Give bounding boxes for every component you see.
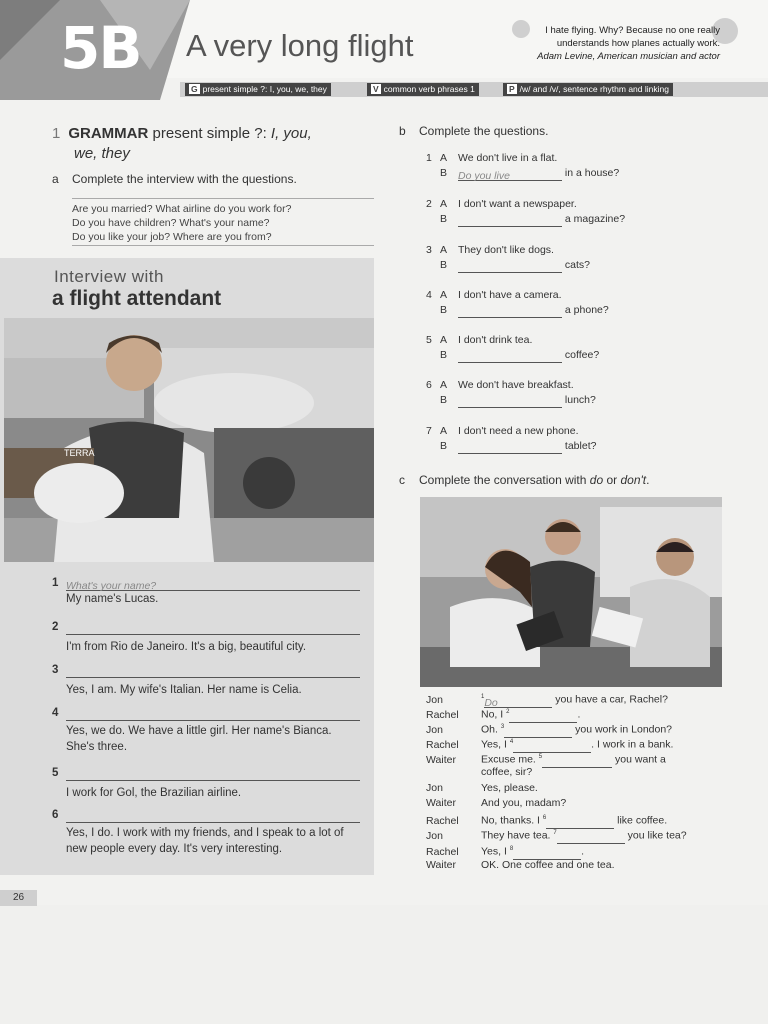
quote-line: understands how planes actually work. <box>556 38 720 49</box>
conversation-line-1: Jon $^1$Do you have a car, Rachel? <box>426 693 668 709</box>
instruction-c: c Complete the conversation with do or don't. <box>399 473 650 487</box>
question-item-6: 6 A We don't have breakfast. B lunch? <box>426 379 596 406</box>
answer-line[interactable] <box>66 665 360 678</box>
answer-blank[interactable] <box>458 442 562 454</box>
answer-line[interactable]: What's your name? <box>66 578 360 591</box>
svg-text:TERRA: TERRA <box>64 448 95 458</box>
conversation-line-4: Rachel Yes, I $^4$ . I work in a bank. <box>426 738 674 751</box>
answer-line[interactable] <box>66 622 360 635</box>
answer-blank[interactable]: Do <box>484 696 552 708</box>
conversation-line-5: Waiter Excuse me. $^5$ you want a <box>426 753 666 766</box>
flight-attendant-photo <box>4 318 374 562</box>
quote-line: I hate flying. Why? Because no one really <box>545 25 720 36</box>
answer-item-3: 3 Yes, I am. My wife's Italian. Her name is Celia. <box>52 662 362 698</box>
tag-grammar: G present simple ?: I, you, we, they <box>185 83 331 96</box>
answer-blank[interactable] <box>458 261 562 273</box>
answer-item-5: 5 I work for Gol, the Brazilian airline. <box>52 765 362 801</box>
answer-line[interactable] <box>66 810 360 823</box>
conversation-line-12: Waiter OK. One coffee and one tea. <box>426 859 615 871</box>
conversation-line-6: coffee, sir? <box>481 766 533 778</box>
conversation-line-11: Rachel Yes, I $^8$ . <box>426 845 585 858</box>
page-number: 26 <box>0 890 37 906</box>
answer-item-2: 2 I'm from Rio de Janeiro. It's a big, beautiful city. <box>52 619 362 655</box>
answer-line[interactable] <box>66 708 360 721</box>
conversation-line-9: Rachel No, thanks. I $^6$ like coffee. <box>426 814 668 827</box>
quote <box>460 24 720 63</box>
interview-subtitle: a flight attendant <box>52 287 222 310</box>
conversation-line-10: Jon They have tea. $^7$ you like tea? <box>426 829 687 842</box>
tag-pronunciation: P /w/ and /v/, sentence rhythm and linking <box>503 83 673 96</box>
page-bottom-margin <box>0 905 768 1024</box>
question-item-7: 7 A I don't need a new phone. B tablet? <box>426 425 597 452</box>
answer-blank[interactable] <box>458 306 562 318</box>
page-title: A very long flight <box>186 28 414 63</box>
instruction-b: b Complete the questions. <box>399 124 549 138</box>
instruction-a: a Complete the interview with the questions. <box>52 172 297 186</box>
section-heading: 1 GRAMMAR present simple ?: I, you, we, they <box>52 125 312 162</box>
answer-blank[interactable] <box>458 215 562 227</box>
conversation-line-8: Waiter And you, madam? <box>426 797 567 809</box>
answer-item-6: 6 Yes, I do. I work with my friends, and I speak to a lot of new people every day. It's very interesting. <box>52 807 362 857</box>
conversation-line-2: Rachel No, I $^2$ . <box>426 708 581 721</box>
answer-item-1: 1 What's your name? My name's Lucas. <box>52 575 362 607</box>
conversation-line-7: Jon Yes, please. <box>426 782 538 794</box>
question-bank: Are you married? What airline do you work for? Do you have children? What's your name? Do you like your job? Where are you from? <box>72 198 374 246</box>
answer-blank[interactable] <box>458 396 562 408</box>
answer-item-4: 4 Yes, we do. We have a little girl. Her name's Bianca. She's three. <box>52 705 362 755</box>
answer-line[interactable] <box>66 768 360 781</box>
answer-blank[interactable]: Do you live <box>458 169 562 181</box>
unit-number: 5B <box>60 14 141 82</box>
cafe-photo <box>420 497 722 687</box>
question-item-1: 1 A We don't live in a flat. B Do you live in a house? <box>426 152 620 182</box>
question-item-5: 5 A I don't drink tea. B coffee? <box>426 334 600 361</box>
answer-blank[interactable] <box>458 351 562 363</box>
question-item-3: 3 A They don't like dogs. B cats? <box>426 244 591 271</box>
question-item-2: 2 A I don't want a newspaper. B a magazine? <box>426 198 626 225</box>
tag-vocabulary: V common verb phrases 1 <box>367 83 479 96</box>
answer-blank[interactable] <box>542 756 612 768</box>
interview-title: Interview with <box>54 267 164 286</box>
quote-source: Adam Levine, American musician and actor <box>537 51 720 62</box>
question-item-4: 4 A I don't have a camera. B a phone? <box>426 289 609 316</box>
conversation-line-3: Jon Oh. $^3$ you work in London? <box>426 723 673 736</box>
